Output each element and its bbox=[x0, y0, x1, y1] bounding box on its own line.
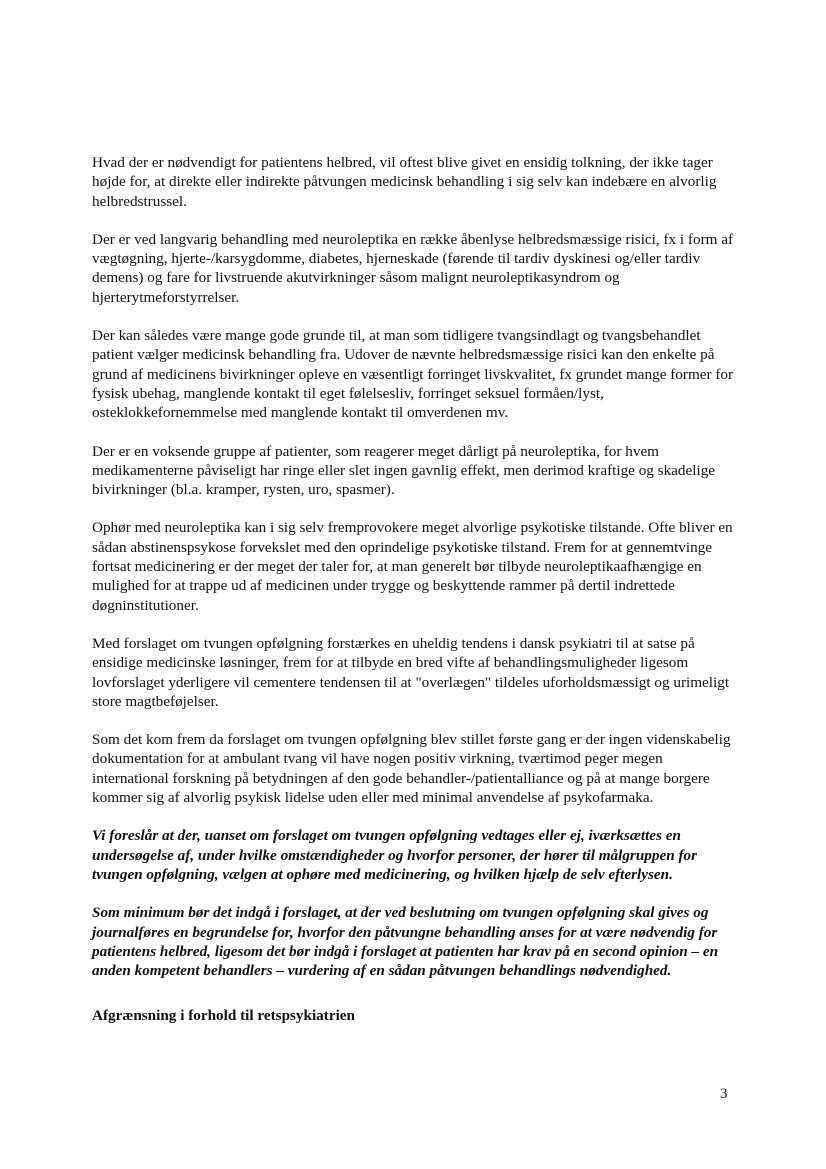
paragraph: Der er ved langvarig behandling med neuroleptika en række åbenlyse helbredsmæssige risici, fx i form af vægtøgning, hjerte-/karsygdomme, diabetes, hjerneskade (førende til tardiv dyskinesi og/eller tardiv demens) og fare for livstruende akutvirkninger såsom malignt neuroleptikasyndrom og hjerterytmeforstyrrelser. bbox=[92, 230, 734, 306]
document-body bbox=[92, 153, 742, 999]
paragraph: Hvad der er nødvendigt for patientens helbred, vil oftest blive givet en ensidig tolkning, der ikke tager højde for, at direkte eller indirekte påtvungen medicinsk behandling i sig selv kan indebære en alvorlig helbredstrussel. bbox=[92, 154, 717, 210]
paragraph: Som det kom frem da forslaget om tvungen opfølgning blev stillet første gang er der ingen videnskabelig dokumentation for at ambulant tvang vil have nogen positiv virkning, tværtimod peger megen international forskning på betydningen af den gode behandler-/patientalliance og på at mange borgere kommer sig af alvorlig psykisk lidelse uden eller med minimal anvendelse af psykofarmaka. bbox=[92, 731, 731, 807]
emphasis-paragraph: Vi foreslår at der, uanset om forslaget om tvungen opfølgning vedtages eller ej, iværksættes en undersøgelse af, under hvilke omstændigheder og hvorfor personer, der hører til målgruppen for tvungen opfølgning, vælgen at ophøre med medicinering, og hvilken hjælp de selv efterlysen. bbox=[92, 827, 698, 883]
section-heading: Afgrænsning i forhold til retspsykiatrien bbox=[92, 1007, 355, 1024]
paragraph: Med forslaget om tvungen opfølgning forstærkes en uheldig tendens i dansk psykiatri til at satse på ensidige medicinske løsninger, frem for at tilbyde en bred vifte af behandlingsmuligheder ligesom lovforslaget yderligere vil cementere tendensen til at "overlægen" tildeles uforholdsmæssigt og urimeligt store magtbeføjelser. bbox=[92, 634, 730, 710]
paragraph: Der kan således være mange gode grunde til, at man som tidligere tvangsindlagt og tvangsbehandlet patient vælger medicinsk behandling fra. Udover de nævnte helbredsmæssige risici kan den enkelte på grund af medicinens bivirkninger opleve en væsentligt forringet livskvalitet, fx grundet mange former for fysisk ubehag, manglende kontakt til eget følelsesliv, forringet seksuel formåen/lyst, osteklokkefornemmelse med manglende kontakt til omverdenen mv. bbox=[92, 327, 734, 422]
page-number: 3 bbox=[720, 1086, 728, 1102]
paragraph: Ophør med neuroleptika kan i sig selv fremprovokere meget alvorlige psykotiske tilstande. Ofte bliver en sådan abstinenspsykose forvekslet med den oprindelige psykotiske tilstand. Frem for at gennemtvinge fortsat medicinering er der meget der taler for, at man generelt bør tilbyde neuroleptikaafhængige en mulighed for at trappe ud af medicinen under trygge og beskyttende rammer på dertil indrettede døgninstitutioner. bbox=[92, 519, 733, 614]
paragraph: Der er en voksende gruppe af patienter, som reagerer meget dårligt på neuroleptika, for hvem medikamenterne påviseligt har ringe eller slet ingen gavnlig effekt, men derimod kraftige og skadelige bivirkninger (bl.a. kramper, rysten, uro, spasmer). bbox=[92, 442, 716, 499]
emphasis-paragraph: Som minimum bør det indgå i forslaget, at der ved beslutning om tvungen opfølgning skal gives og journalføres en begrundelse for, hvorfor den påtvungne behandling anses for at være nødvendig for patientens helbred, ligesom det bør indgå i forslaget at patienten har krav på en second opinion – en anden kompetent behandlers – vurdering af en sådan påtvungen behandlings nødvendighed. bbox=[92, 904, 719, 980]
